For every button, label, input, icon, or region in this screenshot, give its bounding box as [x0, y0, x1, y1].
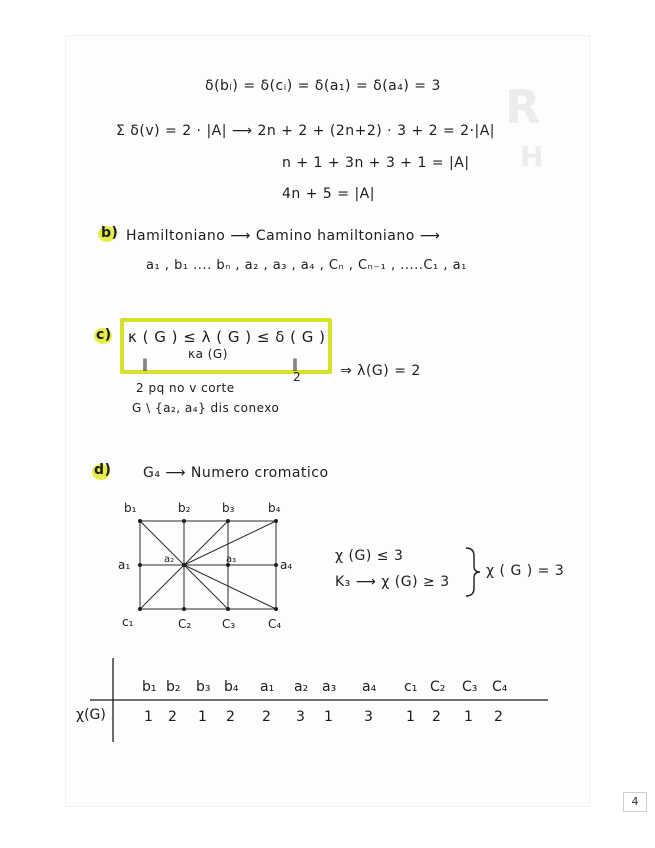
table-value-cell: 2 — [226, 709, 235, 725]
edge-a2-b3 — [184, 521, 228, 565]
hamiltonian-path: a₁ , b₁ .... bₙ , a₂ , a₃ , a₄ , Cₙ , Cₙ₋₁ , .....C₁ , a₁ — [146, 258, 467, 273]
chi-result: χ ( G ) = 3 — [486, 563, 565, 579]
bleed-through-mark: R — [505, 80, 541, 134]
table-value-cell: 3 — [296, 709, 305, 725]
table-header-cell: b₂ — [166, 679, 181, 695]
table-value-cell: 2 — [168, 709, 177, 725]
vertex-b3 — [226, 519, 230, 523]
vertex-c2 — [182, 607, 186, 611]
label-b1: b₁ — [124, 501, 137, 515]
label-a1: a₁ — [118, 558, 131, 572]
page-number: 4 — [623, 792, 647, 812]
degree-equation: δ(bᵢ) = δ(cᵢ) = δ(a₁) = δ(a₄) = 3 — [205, 78, 441, 94]
table-value-cell: 1 — [144, 709, 153, 725]
table-value-cell: 1 — [198, 709, 207, 725]
label-a3: a₃ — [226, 554, 237, 565]
table-row-label: χ(G) — [76, 707, 106, 723]
table-header-cell: a₃ — [322, 679, 337, 695]
table-value-cell: 2 — [432, 709, 441, 725]
edge-b1-a2 — [140, 521, 184, 565]
label-c1: c₁ — [122, 615, 134, 629]
min-degree-value: 2 — [293, 370, 302, 384]
section-b-label: b) — [101, 225, 119, 241]
note-disconnected: G \ {a₂, a₄} dis conexo — [132, 401, 280, 415]
table-header-cell: b₄ — [224, 679, 239, 695]
edge-c1-a2 — [140, 565, 184, 609]
table-header-cell: b₁ — [142, 679, 157, 695]
table-header-cell: a₁ — [260, 679, 275, 695]
chi-upper-bound: χ (G) ≤ 3 — [335, 548, 404, 564]
connectivity-inequality: κ ( G ) ≤ λ ( G ) ≤ δ ( G ) — [128, 328, 326, 346]
sum-degrees-equation: Σ δ(v) = 2 · |A| ⟶ 2n + 2 + (2n+2) · 3 + 2 = 2·|A| — [116, 123, 496, 139]
table-value-cell: 2 — [262, 709, 271, 725]
equals-mark-1: ‖ — [142, 357, 149, 371]
section-c-label: c) — [96, 327, 112, 343]
vertex-b4 — [274, 519, 278, 523]
chi-lower-bound: K₃ ⟶ χ (G) ≥ 3 — [335, 574, 450, 590]
edge-a2-c4 — [184, 565, 276, 609]
section-d-title: G₄ ⟶ Numero cromatico — [143, 465, 329, 481]
label-c3: C₃ — [222, 617, 236, 631]
vertex-a4 — [274, 563, 278, 567]
table-value-cell: 2 — [494, 709, 503, 725]
label-b2: b₂ — [178, 501, 191, 515]
edges-equation-1: n + 1 + 3n + 3 + 1 = |A| — [282, 155, 470, 171]
vertex-b1 — [138, 519, 142, 523]
table-header-cell: C₃ — [462, 679, 478, 695]
vertex-a1 — [138, 563, 142, 567]
edges-equation-2: 4n + 5 = |A| — [282, 186, 375, 202]
edge-a2-c3 — [184, 565, 228, 609]
arc-connectivity-label: κa (G) — [188, 347, 228, 361]
curly-brace — [466, 548, 480, 596]
table-header-cell: C₂ — [430, 679, 446, 695]
table-header-cell: a₄ — [362, 679, 377, 695]
label-a2: a₂ — [164, 554, 175, 565]
vertex-c1 — [138, 607, 142, 611]
section-d-label: d) — [94, 462, 112, 478]
label-c2: C₂ — [178, 617, 192, 631]
vertex-c3 — [226, 607, 230, 611]
vertex-b2 — [182, 519, 186, 523]
vertex-a2 — [182, 563, 186, 567]
table-header-cell: c₁ — [404, 679, 418, 695]
note-cut-vertex: 2 pq no v corte — [136, 381, 235, 395]
table-value-cell: 1 — [406, 709, 415, 725]
table-value-cell: 1 — [324, 709, 333, 725]
table-header-cell: b₃ — [196, 679, 211, 695]
label-b3: b₃ — [222, 501, 235, 515]
label-a4: a₄ — [280, 558, 293, 572]
table-value-cell: 1 — [464, 709, 473, 725]
section-b-title: Hamiltoniano ⟶ Camino hamiltoniano ⟶ — [126, 228, 441, 244]
table-value-cell: 3 — [364, 709, 373, 725]
label-c4: C₄ — [268, 617, 282, 631]
label-b4: b₄ — [268, 501, 281, 515]
table-header-cell: a₂ — [294, 679, 309, 695]
bleed-through-mark-2: H — [520, 140, 544, 173]
table-header-cell: C₄ — [492, 679, 508, 695]
equals-mark-2: ‖ — [292, 357, 299, 371]
lambda-result: ⇒ λ(G) = 2 — [340, 363, 421, 379]
vertex-c4 — [274, 607, 278, 611]
